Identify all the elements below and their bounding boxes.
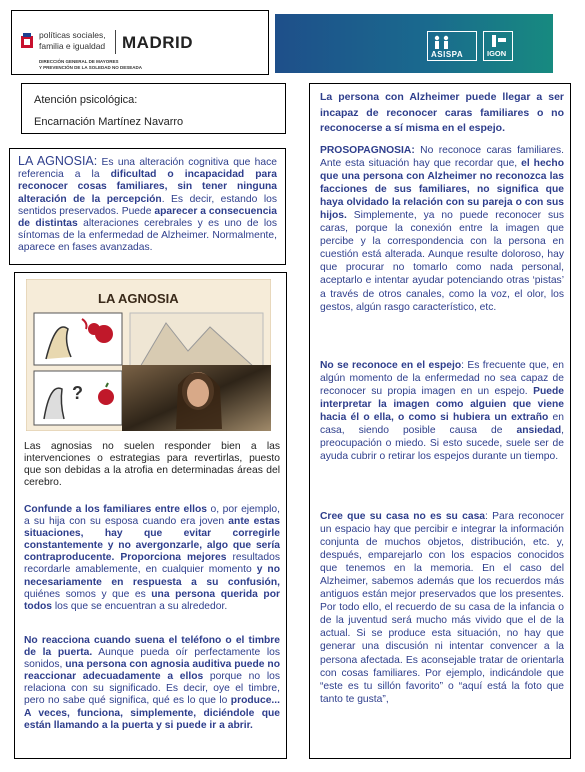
right-column (309, 83, 571, 759)
asispa-logo: ASISPA (427, 31, 477, 61)
mirror-paragraph: No se reconoce en el espejo: Es frecuente que, en algún momento de la enfermedad no sea capaz de reconocer su propia imagen en un espejo. Puede interpretar la imagen como alguien que viene hacia él o ella, o como si hubiera un extraño en casa, siendo posible causa de ansiedad, preocupación o miedo. Si esto sucede, suele ser de ayuda cubrir o retirar los espejos durante un tiempo. (320, 360, 564, 463)
igon-mark-icon (490, 34, 508, 48)
author-box (21, 83, 286, 134)
definition-lead: LA AGNOSIA: (18, 154, 98, 168)
madrid-directorate: DIRECCIÓN GENERAL DE MAYORES Y PREVENCIÓN DE LA SOLEDAD NO DESEADA (39, 59, 143, 70)
left-column (14, 272, 287, 759)
confuse-family-paragraph: Confunde a los familiares entre ellos o, por ejemplo, a su hija con su esposa cuando era joven ante estas situaciones, hay que evitar corregirle constantemente y no avergonzarle, algo que sería contraproducente. Proporciona mejores resultados recordarle amablemente, en cualquier momento y no necesariamente en respuesta a su confusión, quiénes somos y que es una persona querida por todos los que se encuentran a su alrededor. (24, 504, 280, 612)
igon-logo: IGON (483, 31, 513, 61)
madrid-logo-block (11, 10, 269, 75)
madrid-department-name: políticas sociales, familia e igualdad (39, 30, 106, 51)
no-reaction-sounds-paragraph: No reacciona cuando suena el teléfono o el timbre de la puerta. Aunque pueda oír perfectamente los sonidos, una persona con agnosia auditiva puede no reaccionar adecuadamente a ellos porque no los relaciona con su significado. Es decir, oye el timbre, pero no sabe qué significa, qué es lo que lo produce... A veces, funciona, simplemente, diciéndole que están llamando a la puerta y si puede ir a abrir. (24, 635, 280, 731)
prosopagnosia-paragraph: PROSOPAGNOSIA: No reconoce caras familiares. Ante esta situación hay que recordar que, el hecho que una persona con Alzheimer no reconozca las facciones de sus familiares, no significa que haya olvidado la relación con su pareja o con sus hijos. Simplemente, ya no puede reconocer sus caras, porque la conexión entre la imagen que percibe y la correspondencia con la persona en cuestión está alterada. Aunque resulte doloroso, hay que procurar no tomarlo como nada personal, aceptarlo e intentar ayudar potenciando otras ‘pistas’ a través de otros canales, como la voz, el olor, los gestos, algún rasgo característico, etc. (320, 145, 564, 313)
agnosia-definition: LA AGNOSIA: Es una alteración cognitiva que hace referencia a la dificultad o incapacidad para reconocer cosas familiares, sin tener ninguna alteración de la percepción. Es decir, estando los sentidos preservados. Puede aparecer a consecuencia de distintas alteraciones cerebrales y es uno de los síntomas de la enfermedad de Alzheimer. Normalmente, aparece en fases avanzadas. (9, 148, 286, 265)
author-heading: Atención psicológica: (34, 94, 138, 106)
agnosia-illustration (26, 279, 271, 431)
house-paragraph: Cree que su casa no es su casa: Para reconocer un espacio hay que percibir e integrar la información conjunta de muchos objetos, distribución, etc. y, después, emparejarlo con los espacios conocidos que tenemos en la memoria. En el caso del Alzheimer, sabemos además que los recuerdos más antiguos están mejor preservados que los presentes. Por todo ello, el recuerdo de su casa de la infancia o de la juventud será mucho más vivido que el de la actual. Si se produce esta situación, no hay que generar una discusión ni intentar convencer a la persona afectada. Es aconsejable tratar de orientarla con cosas familiares. Por ejemplo, indicándole que “este es tu sillón favorito” o “aquí está la foto que tanto te gusta”, (320, 511, 565, 705)
author-name: Encarnación Martínez Navarro (34, 116, 184, 128)
agnosia-intervention-paragraph: Las agnosias no suelen responder bien a las intervenciones o estrategias para revertirlas, puesto que son debidas a la atrofia en determinadas áreas del cerebro. (24, 441, 280, 489)
partner-logos-banner (275, 14, 553, 73)
intro-paragraph: La persona con Alzheimer puede llegar a ser incapaz de reconocer caras familiares o no reconocerse a sí misma en el espejo. (320, 91, 564, 134)
illustration-title: LA AGNOSIA (98, 291, 179, 306)
people-icon (432, 35, 454, 49)
svg-text:?: ? (72, 383, 83, 403)
madrid-wordmark: MADRID (122, 33, 193, 52)
madrid-crest-icon (20, 33, 34, 49)
divider (115, 30, 116, 54)
